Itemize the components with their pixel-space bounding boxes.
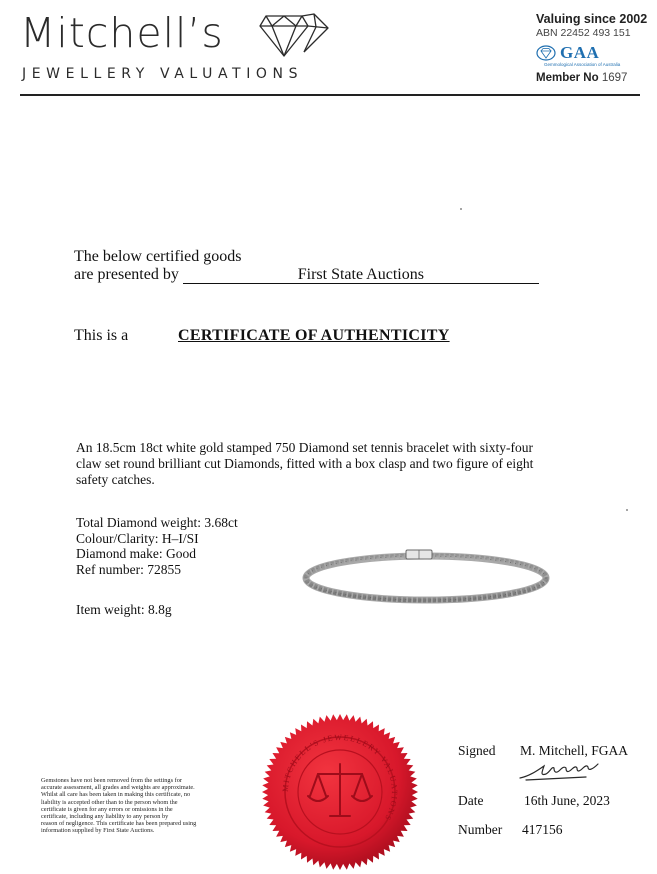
number-label: Number [458, 822, 503, 837]
diamond-logo-icon [258, 8, 332, 58]
date-label: Date [458, 793, 484, 808]
gaa-label: GAA [560, 43, 600, 62]
bracelet-photo [298, 546, 554, 610]
gaa-gem-icon [536, 45, 556, 61]
member-label: Member No [536, 72, 599, 84]
presented-by-label: are presented by [74, 266, 179, 283]
disclaimer-line: Whilst all care has been taken in making this certificate, no [41, 791, 191, 799]
speck [626, 509, 628, 511]
valuing-since: Valuing since 2002 [536, 12, 648, 26]
diamond-make: Diamond make: Good [76, 546, 196, 561]
handwritten-signature [516, 760, 608, 782]
total-diamond-weight: Total Diamond weight: 3.68ct [76, 515, 238, 530]
brand-subtitle: JEWELLERY VALUATIONS [22, 66, 304, 82]
signed-value: M. Mitchell, FGAA [520, 743, 628, 758]
abn-number: ABN 22452 493 151 [536, 27, 631, 39]
description-line: safety catches. [76, 472, 155, 487]
header-credentials [536, 12, 648, 84]
gaa-tagline: Gemmological Association of Australia [544, 62, 621, 67]
disclaimer-line: information supplied by First State Auctions. [41, 827, 155, 835]
date-value: 16th June, 2023 [524, 793, 610, 808]
disclaimer [41, 777, 246, 835]
diamond-specs [76, 515, 238, 577]
description-line: An 18.5cm 18ct white gold stamped 750 Diamond set tennis bracelet with sixty-four [76, 440, 534, 455]
certificate-title: CERTIFICATE OF AUTHENTICITY [178, 327, 450, 344]
header-divider [20, 94, 640, 96]
intro-line-1: The below certified goods [74, 248, 242, 265]
colour-clarity: Colour/Clarity: H–I/SI [76, 530, 199, 546]
intro-line-2 [74, 266, 539, 284]
speck [460, 208, 462, 210]
ref-number: Ref number: 72855 [76, 561, 181, 577]
member-number [536, 72, 648, 84]
member-value: 1697 [601, 72, 628, 84]
disclaimer-line: certificate is given for any errors or omissions in the [41, 805, 173, 813]
disclaimer-line: accurate assessment, all grades and weights are approximate. [41, 784, 195, 792]
disclaimer-line: liability is accepted other than to the person whom the [41, 798, 178, 806]
brand-name: Mitchell’s [20, 9, 224, 57]
presenter-name: First State Auctions [183, 266, 539, 284]
description-line: claw set round brilliant cut Diamonds, fitted with a box clasp and two figure of eight [76, 456, 534, 471]
certificate-prefix: This is a [74, 327, 129, 344]
seal-ring-text: MITCHELL'S JEWELLERY VALUATIONS [280, 732, 400, 823]
disclaimer-line: Gemstones have not been removed from the settings for [41, 777, 182, 784]
number-value: 417156 [522, 822, 563, 837]
disclaimer-line: reason of negligence. This certificate has been prepared using [41, 820, 197, 828]
gaa-logo [536, 43, 648, 63]
signed-label: Signed [458, 743, 496, 758]
item-description [76, 440, 556, 488]
disclaimer-line: certificate, including any liability to any person by [41, 813, 169, 821]
item-weight: Item weight: 8.8g [76, 602, 172, 617]
wax-seal-icon [260, 712, 420, 872]
